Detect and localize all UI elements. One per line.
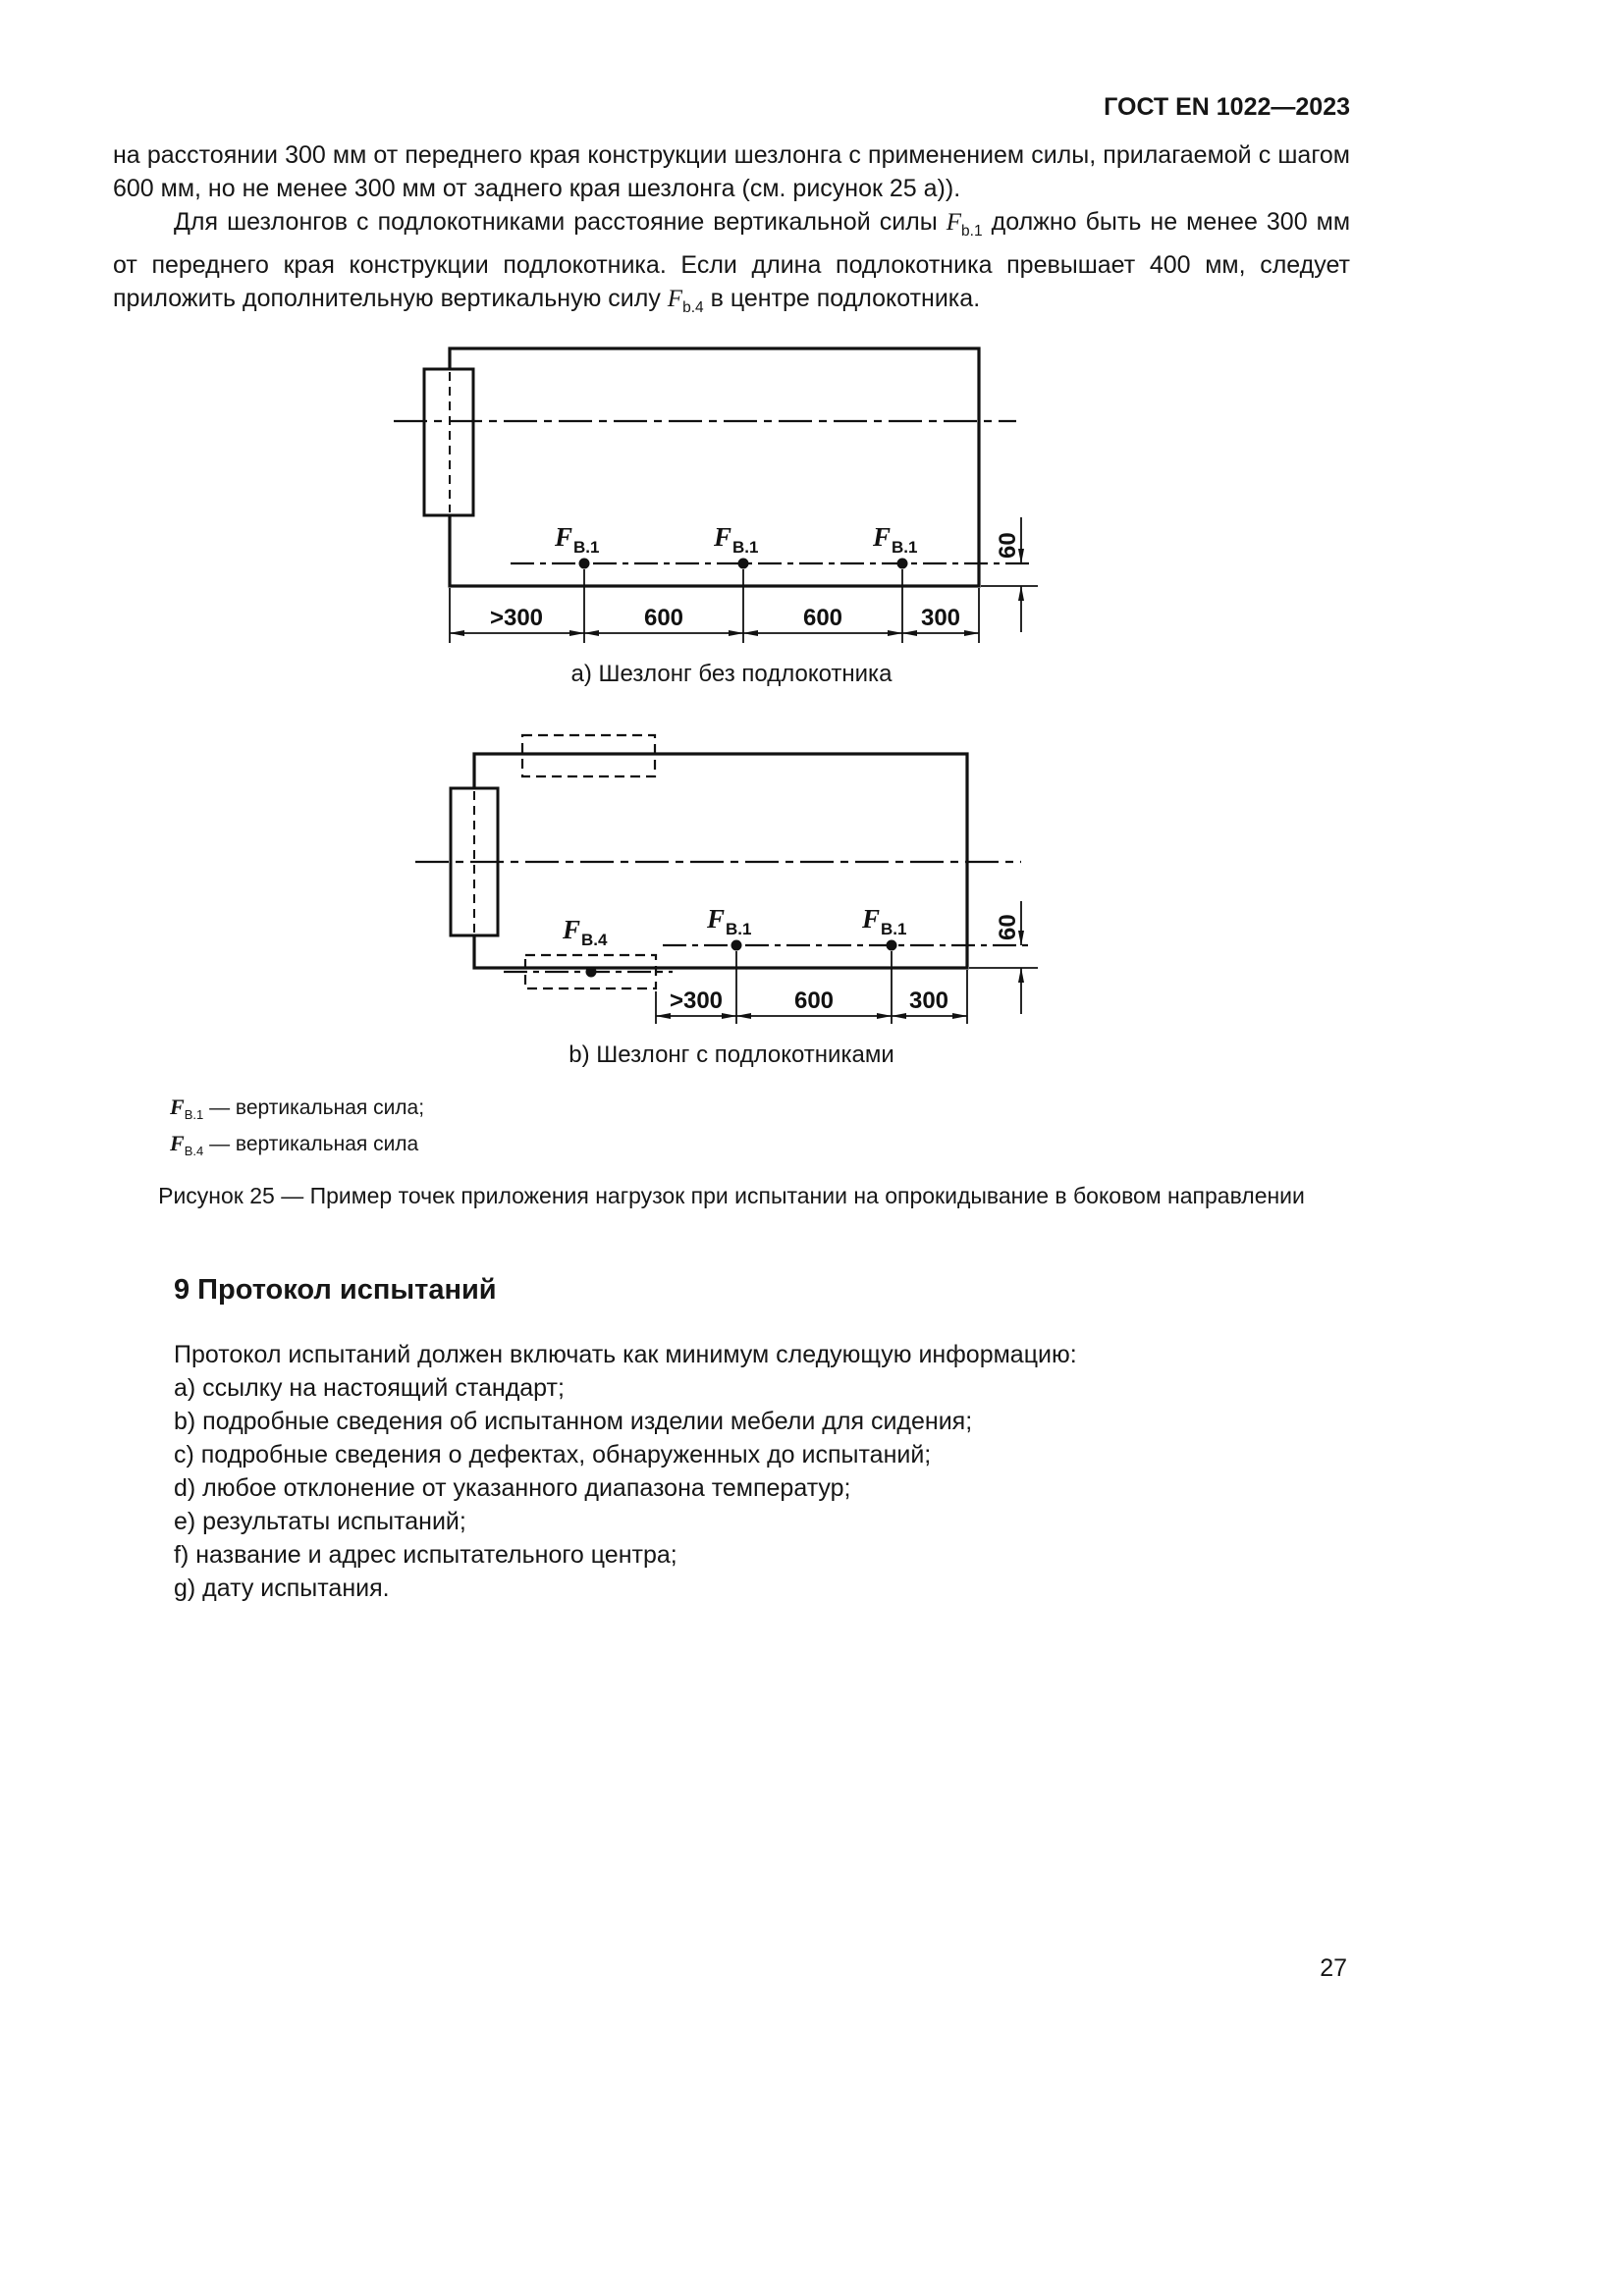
figure-b-drawing bbox=[388, 710, 1075, 1034]
force-point bbox=[897, 559, 908, 569]
force-symbol-fb4: F bbox=[667, 286, 683, 312]
dim-label-600: 600 bbox=[802, 605, 843, 631]
dim-label-600: 600 bbox=[643, 605, 684, 631]
legend-item-fb4: $F_{B.4}$ — вертикальная сила bbox=[170, 1131, 419, 1159]
force-point bbox=[887, 940, 897, 951]
force-symbol-fb1-sub: b.1 bbox=[961, 223, 983, 240]
report-item-e: e) результаты испытаний; bbox=[174, 1508, 466, 1536]
report-item-a: a) ссылку на настоящий стандарт; bbox=[174, 1374, 565, 1403]
force-label-fb1: $F_{B.1}$ bbox=[555, 522, 600, 557]
force-label-fb1: $F_{B.1}$ bbox=[714, 522, 759, 557]
p2-text-3: в центре подлокотника. bbox=[703, 285, 981, 312]
figure-legend bbox=[170, 1093, 1350, 1165]
section-9-title: 9 Протокол испытаний bbox=[174, 1274, 497, 1307]
p2-text-1: Для шезлонгов с подлокотниками расстояние вертикальной силы bbox=[174, 208, 947, 236]
report-item-b: b) подробные сведения об испытанном изделии мебели для сидения; bbox=[174, 1408, 973, 1436]
dim-label-600: 600 bbox=[793, 988, 835, 1014]
report-requirements-list bbox=[174, 1371, 1350, 1605]
dim-label-300: 300 bbox=[920, 605, 961, 631]
figure-25 bbox=[113, 325, 1350, 1071]
p2-text-2: должно быть не менее 300 мм от переднего края конструкции подлокотника. Если длина подлокотника превышает 400 мм, следует приложить дополнительную вертикальную силу bbox=[113, 208, 1351, 312]
force-application-line bbox=[663, 940, 1034, 951]
report-item-d: d) любое отклонение от указанного диапазона температур; bbox=[174, 1474, 851, 1503]
figure-a-caption: a) Шезлонг без подлокотника bbox=[570, 661, 893, 687]
report-item-g: g) дату испытания. bbox=[174, 1575, 390, 1603]
dim-label-300: 300 bbox=[908, 988, 949, 1014]
force-point bbox=[731, 940, 742, 951]
armrest-hidden-outline-top bbox=[522, 735, 655, 776]
armrest-hidden-outline-bottom bbox=[504, 955, 673, 988]
figure-b-caption: b) Шезлонг с подлокотниками bbox=[568, 1041, 894, 1068]
force-label-fb1: $F_{B.1}$ bbox=[707, 904, 752, 938]
page-number: 27 bbox=[1320, 1954, 1347, 1982]
legend-item-fb1: $F_{B.1}$ — вертикальная сила; bbox=[170, 1095, 425, 1123]
paragraph-continuation: на расстоянии 300 мм от переднего края конструкции шезлонга с применением силы, прилагаемой с шагом 600 мм, но не менее 300 мм от заднего края шезлонга (см. рисунок 25 а)). bbox=[113, 141, 1350, 202]
force-point bbox=[579, 559, 590, 569]
dim-label-gt300: >300 bbox=[669, 988, 724, 1014]
figure-25-caption: Рисунок 25 — Пример точек приложения нагрузок при испытании на опрокидывание в боковом направлении bbox=[158, 1183, 1305, 1209]
force-point bbox=[738, 559, 749, 569]
report-item-f: f) название и адрес испытательного центра; bbox=[174, 1541, 677, 1570]
force-label-fb1: $F_{B.1}$ bbox=[873, 522, 918, 557]
paragraph-armrest-forces bbox=[113, 205, 1350, 325]
force-label-fb4: $F_{B.4}$ bbox=[563, 915, 608, 949]
dim-label-60: 60 bbox=[995, 532, 1021, 559]
dim-label-60: 60 bbox=[995, 914, 1021, 940]
force-label-fb1: $F_{B.1}$ bbox=[862, 904, 907, 938]
document-code: ГОСТ EN 1022—2023 bbox=[1104, 93, 1350, 121]
dim-label-gt300: >300 bbox=[489, 605, 544, 631]
section-9-intro: Протокол испытаний должен включать как минимум следующую информацию: bbox=[174, 1341, 1077, 1369]
force-symbol-fb4-sub: b.4 bbox=[682, 299, 704, 316]
force-point-fb4 bbox=[586, 967, 597, 978]
force-application-line bbox=[511, 559, 1032, 569]
figure-a-drawing bbox=[388, 331, 1075, 655]
report-item-c: c) подробные сведения о дефектах, обнаруженных до испытаний; bbox=[174, 1441, 932, 1469]
force-symbol-fb1: F bbox=[946, 209, 962, 236]
